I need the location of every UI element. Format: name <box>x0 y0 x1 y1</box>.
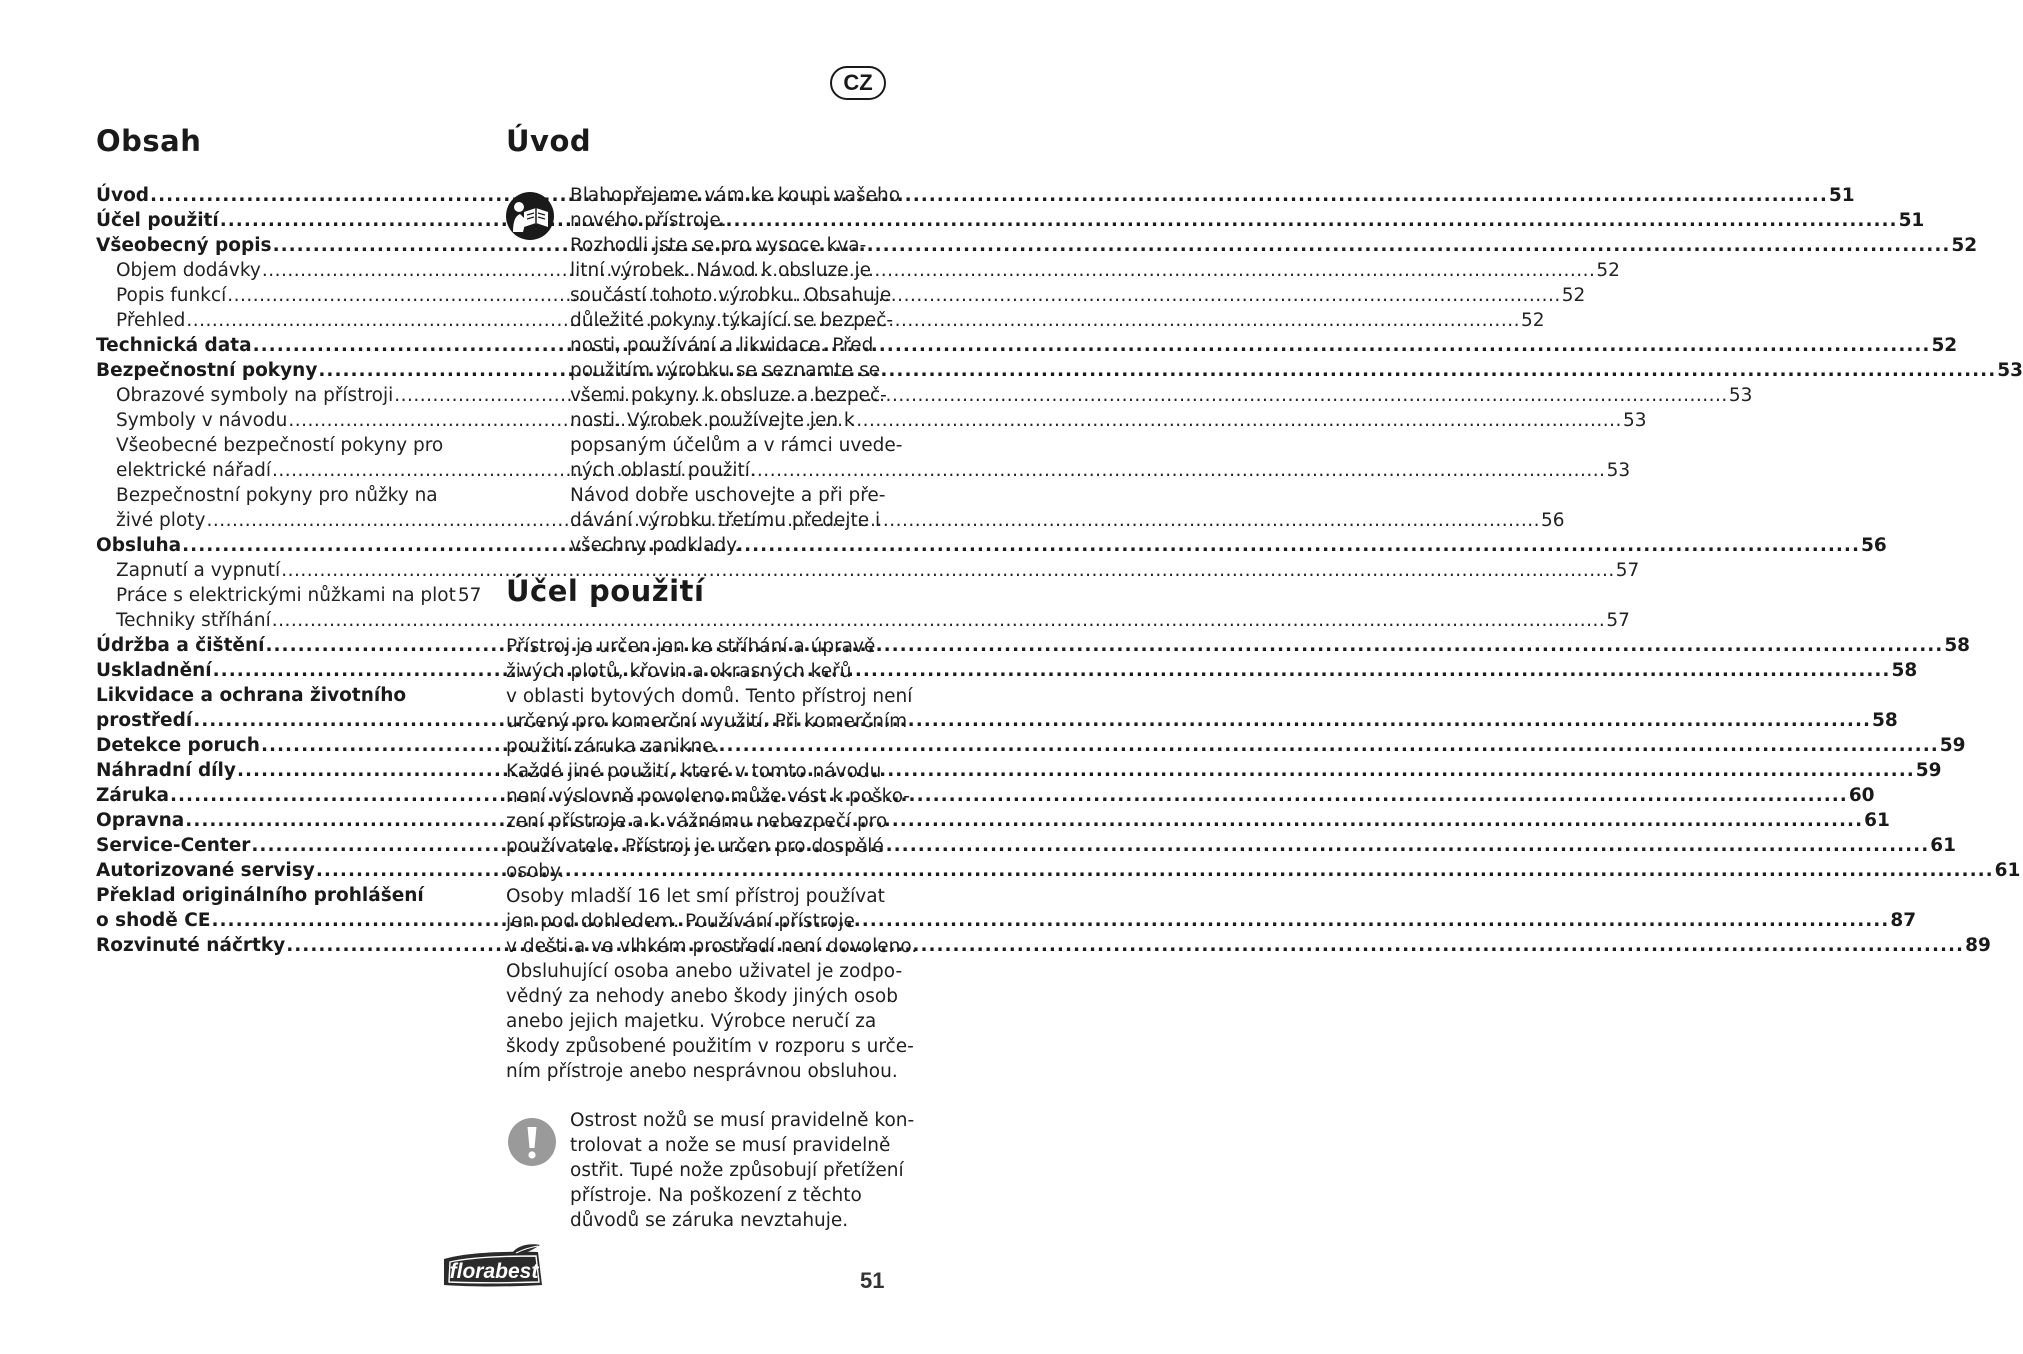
toc-entry-text: Autorizované servisy <box>96 860 315 881</box>
toc-entry-page: 60 <box>1848 785 1875 806</box>
toc-entry <box>96 683 476 708</box>
text-line: Rozhodli jste se pro vysoce kva- <box>570 235 867 256</box>
exclamation-icon <box>508 1118 556 1166</box>
toc-entry-text: Likvidace a ochrana životního <box>96 685 407 706</box>
toc-leader-dots <box>237 758 1915 783</box>
text-line: osoby. <box>506 861 565 882</box>
text-line: použitím výrobku se seznamte se <box>570 360 881 381</box>
text-line: v dešti a ve vlhkém prostředí není dovoleno. <box>506 936 918 957</box>
toc-entry-page: 89 <box>1965 935 1991 956</box>
toc-leader-dots <box>288 408 1622 433</box>
toc-entry-text: Zapnutí a vypnutí <box>116 560 281 581</box>
toc-entry-text: Všeobecný popis <box>96 235 272 256</box>
toc-leader-dots <box>212 908 1890 933</box>
text-line: anebo jejich majetku. Výrobce neručí za <box>506 1011 877 1032</box>
text-line: nosti, používání a likvidace. Před <box>570 335 874 356</box>
text-line: nosti. Výrobek používejte jen k <box>570 410 855 431</box>
toc-entry-page: 53 <box>1622 410 1647 431</box>
toc-entry-page: 52 <box>1520 310 1545 331</box>
toc-entry-page: 51 <box>1898 210 1925 231</box>
toc-entry-text: Service-Center <box>96 835 251 856</box>
toc-entry-text: Bezpečnostní pokyny pro nůžky na <box>116 485 438 506</box>
page-number: 51 <box>860 1268 885 1293</box>
toc-entry-text: Techniky stříhání <box>116 610 271 631</box>
text-line: Blahopřejeme vám ke koupi vašeho <box>570 185 901 206</box>
text-line: Každé jiné použití, které v tomto návodu <box>506 761 882 782</box>
toc-leader-dots <box>193 708 1871 733</box>
text-line: ostřit. Tupé nože způsobují přetížení <box>570 1160 904 1181</box>
text-line: Ostrost nožů se musí pravidelně kon- <box>570 1110 915 1131</box>
toc-entry <box>96 433 476 458</box>
toc-entry-text: Všeobecné bezpečností pokyny pro <box>116 435 444 456</box>
toc-entry-page: 53 <box>1997 360 2023 381</box>
text-line: ných oblastí použití. <box>570 460 756 481</box>
toc-entry-text: Náhradní díly <box>96 760 236 781</box>
toc-entry-text: Opravna <box>96 810 185 831</box>
toc-entry-page: 53 <box>1728 385 1753 406</box>
toc-title: Obsah <box>96 124 202 158</box>
florabest-logo <box>438 1243 552 1289</box>
text-line: určený pro komerční využití. Při komerčním <box>506 711 908 732</box>
language-badge: CZ <box>830 66 886 100</box>
text-line: Přístroj je určen jen ke stříhání a úpravě <box>506 636 876 657</box>
toc-leader-dots <box>272 608 1606 633</box>
text-line: v oblasti bytových domů. Tento přístroj není <box>506 686 913 707</box>
toc-entry <box>96 558 1640 583</box>
text-line: ním přístroje anebo nesprávnou obsluhou. <box>506 1061 898 1082</box>
text-line: všemi pokyny k obsluze a bezpeč- <box>570 385 887 406</box>
toc-entry-text: Obrazové symboly na přístroji <box>116 385 394 406</box>
toc-entry <box>96 483 476 508</box>
toc-leader-dots <box>272 458 1606 483</box>
toc-entry-page: 58 <box>1872 710 1898 731</box>
text-line: součástí tohoto výrobku. Obsahuje <box>570 285 892 306</box>
read-manual-icon <box>506 192 554 240</box>
text-line: trolovat a nože se musí pravidelně <box>570 1135 891 1156</box>
intro-title: Úvod <box>506 124 592 158</box>
toc-entry-text: Překlad originálního prohlášení <box>96 885 424 906</box>
intended-use-text <box>506 634 917 1084</box>
toc-entry-page: 58 <box>1891 660 1918 681</box>
toc-entry-text: Uskladnění <box>96 660 212 681</box>
toc-leader-dots <box>170 783 1848 808</box>
toc-leader-dots <box>185 808 1863 833</box>
toc-entry-page: 52 <box>1951 235 1978 256</box>
toc-entry-page: 58 <box>1944 635 1971 656</box>
text-line: vědný za nehody anebo škody jiných osob <box>506 986 898 1007</box>
toc-entry-page: 87 <box>1890 910 1917 931</box>
toc-entry-page: 57 <box>457 585 482 606</box>
text-line: Osoby mladší 16 let smí přístroj používat <box>506 886 885 907</box>
intro-text <box>570 183 902 558</box>
toc-entry-text: živé ploty <box>116 510 206 531</box>
toc-entry-page: 57 <box>1615 560 1640 581</box>
toc-leader-dots <box>182 533 1860 558</box>
toc-entry-text: Údržba a čištění <box>96 635 265 656</box>
toc-entry-text: elektrické nářadí <box>116 460 271 481</box>
toc-leader-dots <box>220 208 1898 233</box>
toc-entry-text: Symboly v návodu <box>116 410 288 431</box>
toc-entry-page: 59 <box>1915 760 1942 781</box>
toc-leader-dots <box>213 658 1891 683</box>
toc-leader-dots <box>262 258 1596 283</box>
toc-entry-text: o shodě CE <box>96 910 211 931</box>
toc-entry-text: Práce s elektrickými nůžkami na plot <box>116 585 456 606</box>
toc-entry-page: 61 <box>1930 835 1956 856</box>
toc-entry-page: 53 <box>1606 460 1631 481</box>
toc-entry-text: Technická data <box>96 335 252 356</box>
toc-entry-text: Objem dodávky <box>116 260 261 281</box>
toc-entry-page: 56 <box>1541 510 1565 531</box>
text-line: litní výrobek. Návod k obsluze je <box>570 260 872 281</box>
toc-entry-page: 57 <box>1606 610 1630 631</box>
toc-entry <box>96 883 476 908</box>
text-line: živých plotů, křovin a okrasných keřů <box>506 661 852 682</box>
toc-entry-page: 56 <box>1860 535 1887 556</box>
text-line: zení přístroje a k vážnému nebezpečí pro <box>506 811 888 832</box>
toc-entry-page: 61 <box>1994 860 2021 881</box>
text-line: jen pod dohledem. Používání přístroje <box>506 911 855 932</box>
text-line: Obsluhující osoba anebo uživatel je zodpo- <box>506 961 903 982</box>
toc-entry <box>96 583 482 608</box>
toc-entry <box>96 608 1630 633</box>
toc-leader-dots <box>253 333 1931 358</box>
toc-entry-text: Bezpečnostní pokyny <box>96 360 318 381</box>
text-line: Návod dobře uschovejte a při pře- <box>570 485 886 506</box>
toc-entry-page: 52 <box>1931 335 1958 356</box>
toc-entry-page: 51 <box>1828 185 1855 206</box>
intended-use-title: Účel použití <box>506 574 705 608</box>
toc-entry-text: prostředí <box>96 710 193 731</box>
toc-entry-text: Rozvinuté náčrtky <box>96 935 286 956</box>
toc-entry-text: Účel použití <box>96 210 219 231</box>
toc-entry-text: Detekce poruch <box>96 735 260 756</box>
text-line: nového přístroje. <box>570 210 727 231</box>
toc-entry-text: Úvod <box>96 185 150 206</box>
text-line: dávání výrobku třetímu předejte i <box>570 510 881 531</box>
text-line: škody způsobené použitím v rozporu s urče- <box>506 1036 914 1057</box>
text-line: důležité pokyny týkající se bezpeč- <box>570 310 894 331</box>
toc-leader-dots <box>281 558 1615 583</box>
toc-leader-dots <box>150 183 1828 208</box>
toc-entry-text: Obsluha <box>96 535 182 556</box>
toc-entry-page: 59 <box>1939 735 1966 756</box>
toc-entry-text: Popis funkcí <box>116 285 227 306</box>
text-line: přístroje. Na poškození z těchto <box>570 1185 862 1206</box>
text-line: použití záruka zanikne. <box>506 736 720 757</box>
text-line: všechny podklady. <box>570 535 741 556</box>
text-line: důvodů se záruka nevztahuje. <box>570 1210 849 1231</box>
toc-entry-page: 52 <box>1596 260 1620 281</box>
text-line: není výslovně povoleno může vést k poško- <box>506 786 911 807</box>
toc-entry-page: 61 <box>1864 810 1890 831</box>
warning-text <box>570 1108 914 1233</box>
text-line: používatele. Přístroj je určen pro dospělé <box>506 836 884 857</box>
text-line: popsaným účelům a v rámci uvede- <box>570 435 903 456</box>
toc-entry-page: 52 <box>1561 285 1586 306</box>
logo-text: florabest <box>449 1260 539 1283</box>
toc-leader-dots <box>251 833 1929 858</box>
toc-entry-text: Přehled <box>116 310 186 331</box>
toc-entry-text: Záruka <box>96 785 169 806</box>
